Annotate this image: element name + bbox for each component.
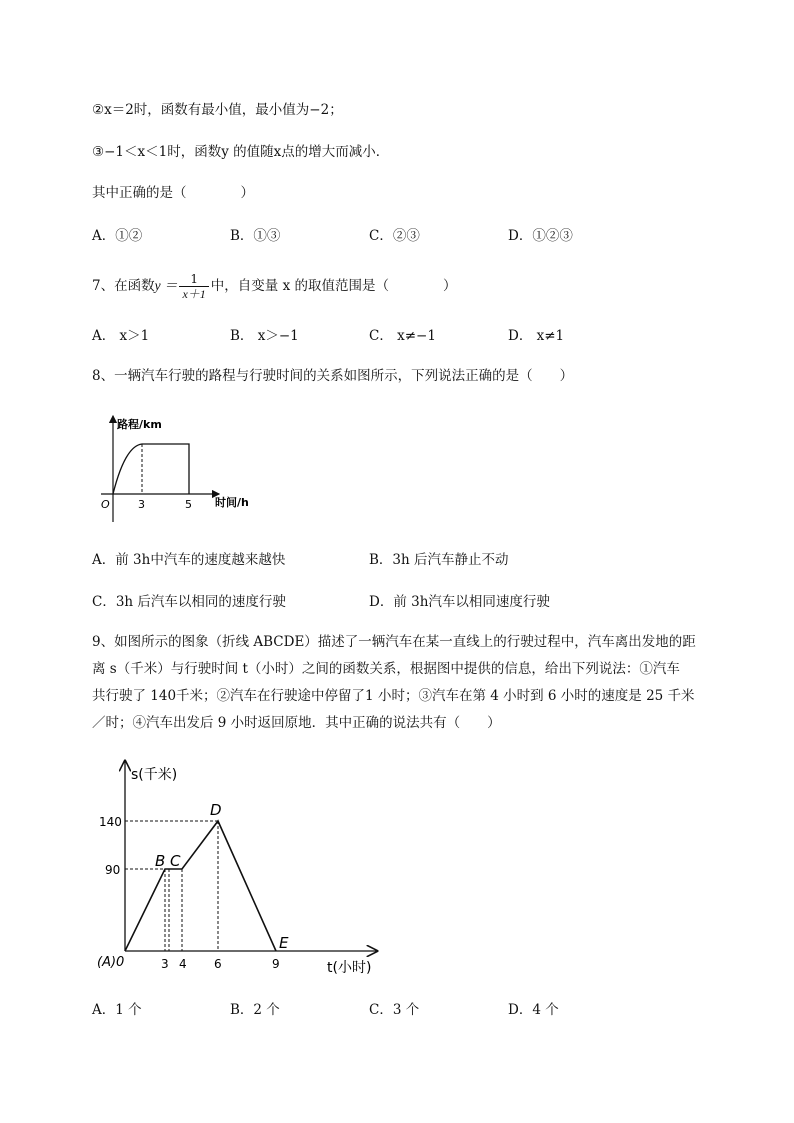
q6-option-a[interactable]: A．①② [92, 228, 143, 244]
distance-time-graph-1 [95, 410, 265, 530]
q7-function-y: y ＝ [154, 278, 178, 293]
x-tick-3: 3 [161, 957, 169, 971]
x-axis-label: t(小时) [327, 960, 372, 976]
q6-option-d[interactable]: D．①②③ [508, 228, 573, 244]
polyline-abcde [125, 821, 276, 951]
distance-curve [113, 444, 189, 494]
q7-option-b[interactable]: B． x＞−1 [230, 328, 299, 344]
y-axis-label: 路程/km [117, 418, 162, 431]
statement-2: ②x＝2时，函数有最小值，最小值为−2； [92, 102, 343, 118]
question-7-stem [92, 272, 457, 301]
q8-option-c[interactable]: C．3h 后汽车以相同的速度行驶 [92, 594, 286, 610]
x-tick-6: 6 [214, 957, 222, 971]
question-9-line-4: ／时；④汽车出发后 9 小时返回原地．其中正确的说法共有（ ） [92, 715, 501, 731]
origin-label: O [101, 498, 110, 511]
q7-option-d[interactable]: D． x≠1 [508, 328, 565, 344]
q6-option-b[interactable]: B．①③ [230, 228, 281, 244]
point-c-label: C [170, 852, 181, 870]
q6-option-c[interactable]: C．②③ [369, 228, 420, 244]
x-axis-label: 时间/h [215, 496, 249, 509]
origin-label: (A)0 [97, 955, 125, 970]
q8-option-d[interactable]: D．前 3h汽车以相同速度行驶 [369, 594, 550, 610]
statement-3: ③−1＜x＜1时，函数y 的值随x点的增大而减小． [92, 144, 390, 160]
q7-denominator: x＋1 [182, 287, 206, 301]
distance-time-graph-2 [95, 755, 395, 980]
q7-fraction [179, 272, 208, 301]
y-axis-label: s(千米) [131, 767, 178, 783]
question-6-stem: 其中正确的是（ ） [92, 185, 254, 201]
q8-option-b[interactable]: B．3h 后汽车静止不动 [369, 552, 509, 568]
tick-label-5: 5 [185, 498, 192, 511]
tick-label-3: 3 [138, 498, 145, 511]
q7-prefix: 7、在函数 [92, 278, 155, 294]
q9-option-c[interactable]: C．3 个 [369, 1002, 420, 1018]
q7-suffix: 中，自变量 x 的取值范围是（ ） [210, 278, 457, 294]
point-d-label: D [210, 801, 222, 819]
point-b-label: B [155, 852, 166, 870]
question-8-stem: 8、一辆汽车行驶的路程与行驶时间的关系如图所示，下列说法正确的是（ ） [92, 368, 574, 384]
y-tick-140: 140 [99, 815, 122, 829]
q7-numerator: 1 [179, 272, 208, 287]
y-tick-90: 90 [105, 863, 121, 877]
question-9-line-1: 9、如图所示的图象（折线 ABCDE）描述了一辆汽车在某一直线上的行驶过程中，汽车离出发地的距 [92, 634, 696, 650]
q7-option-a[interactable]: A． x＞1 [92, 328, 150, 344]
x-tick-4: 4 [179, 957, 187, 971]
x-tick-9: 9 [272, 957, 280, 971]
question-9-line-2: 离 s（千米）与行驶时间 t（小时）之间的函数关系，根据图中提供的信息，给出下列说法：①汽车 [92, 661, 680, 677]
point-e-label: E [279, 934, 289, 952]
q7-option-c[interactable]: C． x≠−1 [369, 328, 436, 344]
question-9-line-3: 共行驶了 140千米；②汽车在行驶途中停留了1 小时；③汽车在第 4 小时到 6 小时的速度是 25 千米 [92, 688, 695, 704]
q9-option-d[interactable]: D．4 个 [508, 1002, 559, 1018]
q9-option-a[interactable]: A．1 个 [92, 1002, 142, 1018]
q9-option-b[interactable]: B．2 个 [230, 1002, 280, 1018]
q8-option-a[interactable]: A．前 3h中汽车的速度越来越快 [92, 552, 286, 568]
